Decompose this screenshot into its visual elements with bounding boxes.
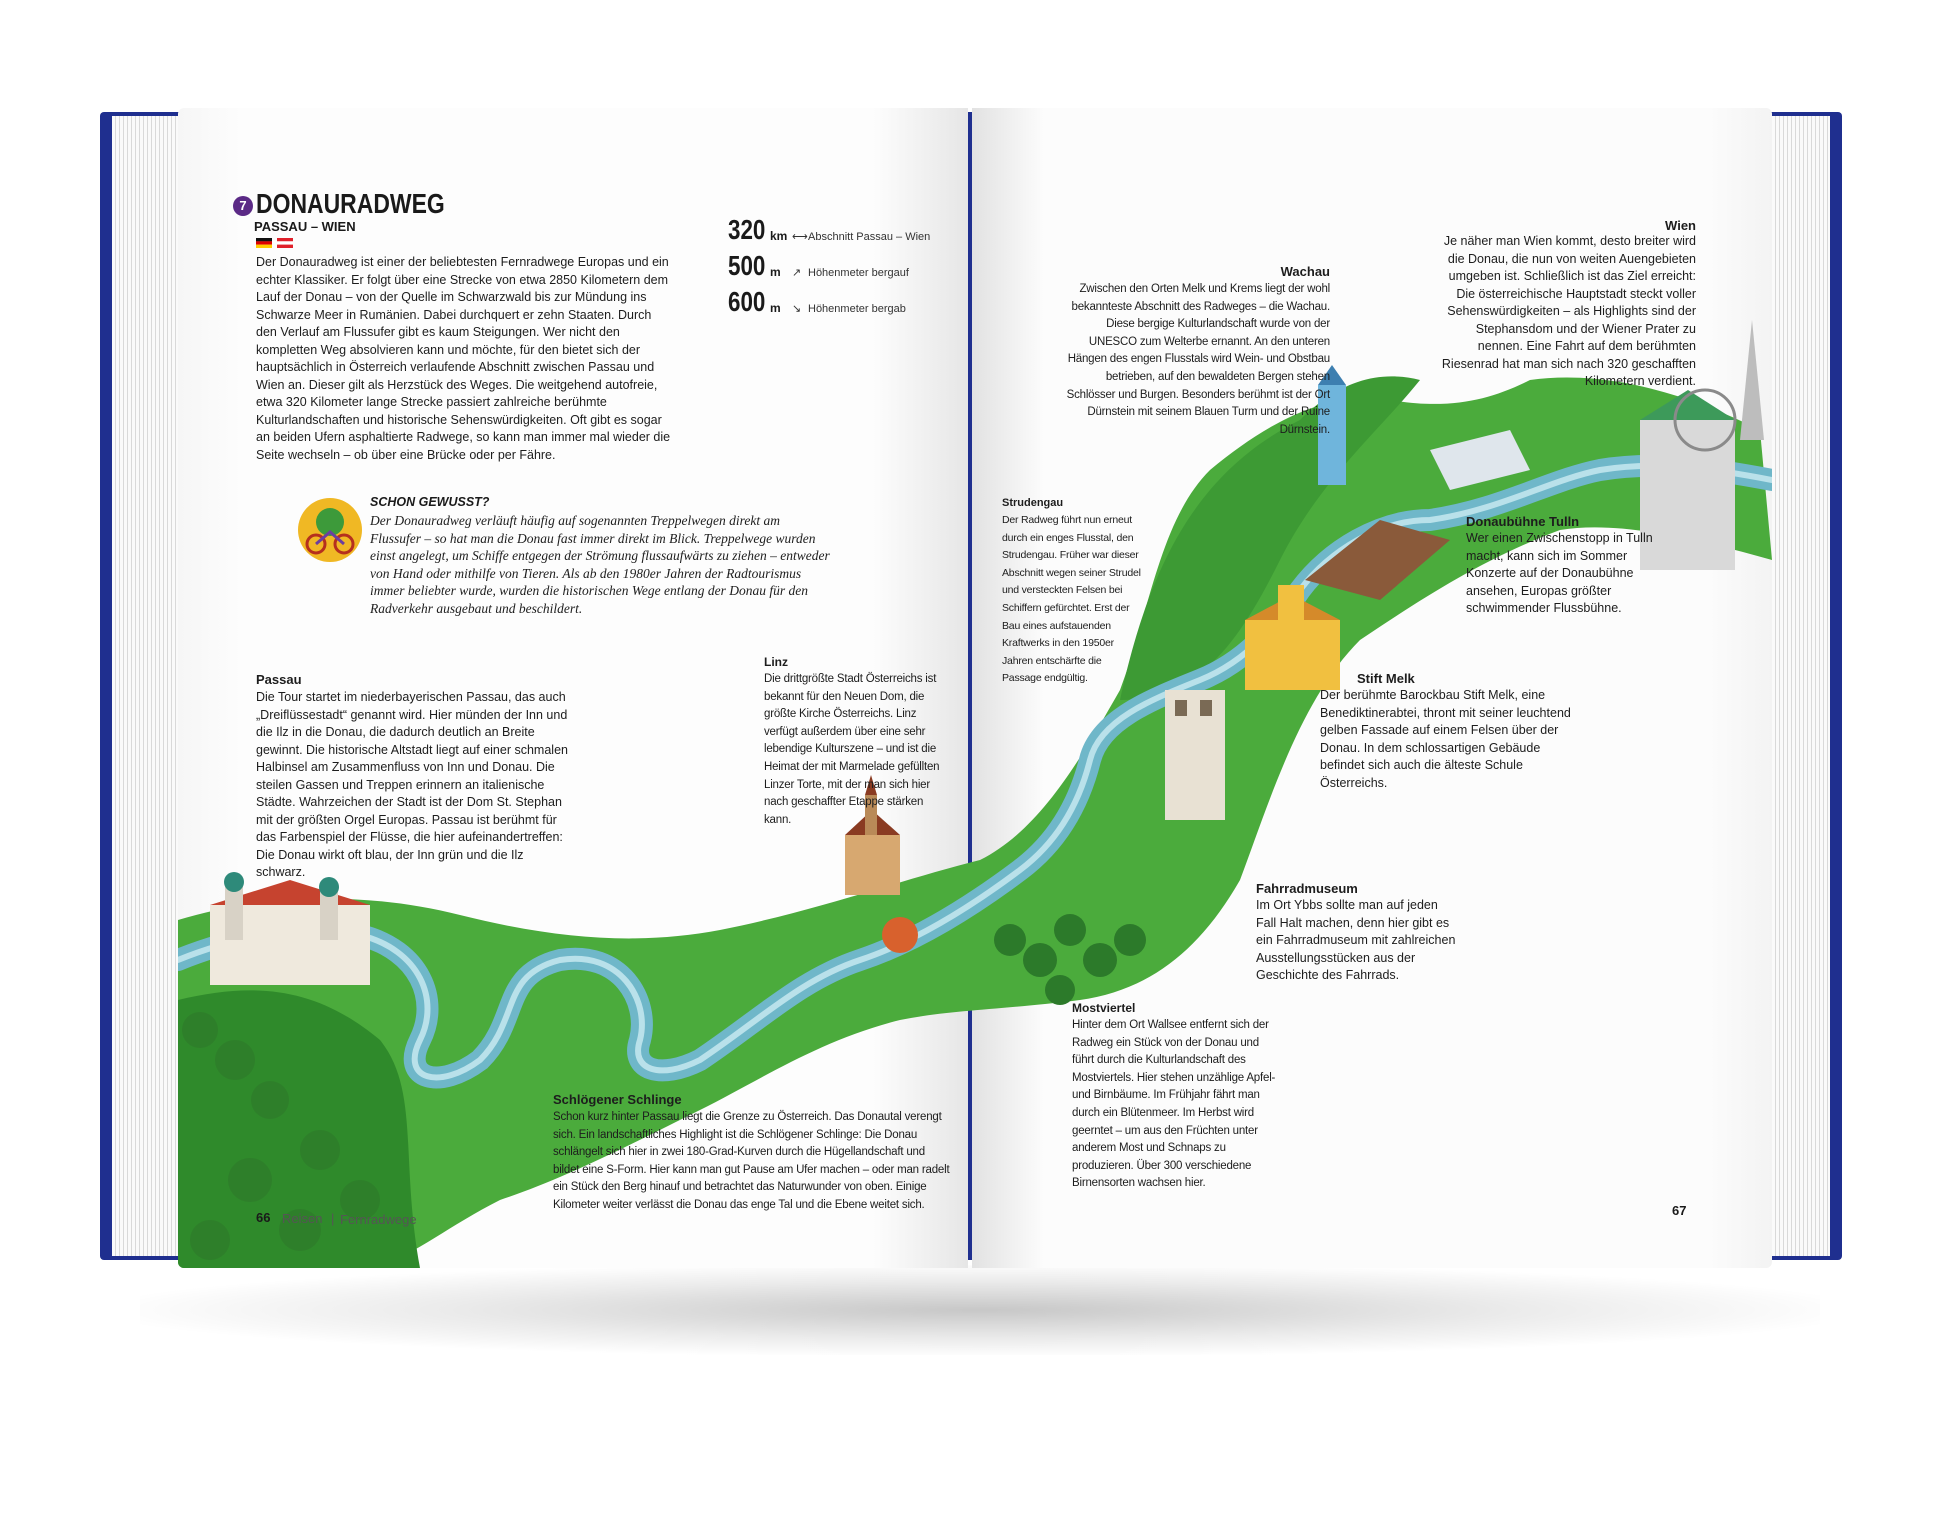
wachau-text: Zwischen den Orten Melk und Krems liegt der wohl bekannteste Abschnitt des Radweges – die Wachau. Diese bergige Kulturlandschaft wurde von der UNESCO zum Welterbe ernannt. An den unteren Hängen des engen Flusstals wird Wein- und Obstbau betrieben, auf den bewaldeten Bergen stehen Schlösser und Burgen. Besonders berühmt ist der Ort Dürnstein mit seinem Blauen Turm und der Ruine Dürnstein. <box>1066 283 1330 436</box>
wien-text: Je näher man Wien kommt, desto breiter wird die Donau, die nun von weiten Auengebieten umgeben ist. Schließlich ist das Ziel erreicht: Die österreichische Hauptstadt steckt voller Sehenswürdigkeiten – als Highlights sind der Stephansdom und der Wiener Prater zu nennen. Eine Fahrt auf dem berühmten Riesenrad hat man sich nach 320 geschafften Kilometern verdient. <box>1441 234 1696 388</box>
footer-subsection: Fernradwege <box>340 1212 417 1227</box>
strudengau-heading: Strudengau <box>1002 497 1064 509</box>
wachau-heading: Wachau <box>1280 264 1330 279</box>
footer-section: Reisen <box>282 1211 323 1226</box>
wien-heading: Wien <box>1665 218 1696 233</box>
stat-ascent-label: Höhenmeter bergauf <box>808 267 909 279</box>
page-title: DONAURADWEG <box>256 188 445 219</box>
stift-melk <box>1245 620 1340 690</box>
melk-text: Der berühmte Barockbau Stift Melk, eine Benediktinerabtei, thront mit seiner leuchtend gelben Fassade auf einem Felsen über der Donau. In dem schlossartigen Gebäude befindet sich auch die älteste Schule Österreichs. <box>1320 688 1571 790</box>
melk-heading: Stift Melk <box>1357 671 1415 686</box>
linz-text: Die drittgrößte Stadt Österreichs ist bekannt für den Neuen Dom, die größte Kirche Österreichs. Linz verfügt außerdem über eine sehr lebendige Kulturszene – und ist die Heimat der mit Marmelade gefüllten Linzer Torte, mit der man sich hier nach geschaffter Etappe stärken kann. <box>764 673 940 826</box>
stat-descent-value: 600 <box>728 286 766 317</box>
fact-body: Der Donauradweg verläuft häufig auf sogenannten Treppelwegen direkt am Flussufer – so hat man die Donau fast immer direkt im Blick. Treppelwege wurden einst angelegt, um Schiffe entgegen der Strömung flussaufwärts zu ziehen – entweder von Hand oder mithilfe von Tieren. Als ab den 1980er Jahren der Radtourismus immer beliebter wurde, wurden die historischen Wege entlang der Donau für den Radverkehr ausgebaut und beschildert. <box>370 513 830 616</box>
linz-heading: Linz <box>764 655 788 669</box>
linz-church <box>845 835 900 895</box>
tour-number-badge: 7 <box>233 196 253 216</box>
distance-icon: ⟷ <box>792 231 808 243</box>
linzer-torte <box>882 917 918 953</box>
most-text: Hinter dem Ort Wallsee entfernt sich der Radweg ein Stück von der Donau und führt durch die Kulturlandschaft des Mostviertels. Hier stehen unzählige Apfel- und Birnbäume. Im Frühjahr fährt man durch ein Blütenmeer. Im Herbst wird geerntet – um aus den Früchten unter anderem Most und Schnaps zu produzieren. Über 300 verschiedene Birnensorten wachsen hier. <box>1072 1019 1276 1190</box>
schloegen-heading: Schlögener Schlinge <box>553 1092 682 1107</box>
stat-descent-unit: m <box>770 301 781 315</box>
descent-icon: ↘ <box>792 303 802 315</box>
passau-heading: Passau <box>256 672 302 687</box>
tulln-heading: Donaubühne Tulln <box>1466 514 1580 529</box>
passau-text: Die Tour startet im niederbayerischen Passau, das auch „Dreiflüssestadt“ genannt wird. Hier münden der Inn und die Ilz in die Donau, die dadurch deutlich an Breite gewinnt. Die historische Altstadt liegt auf einer schmalen Halbinsel am Zusammenfluss von Inn und Donau. Die steilen Gassen und Treppen erinnern an italienische Städte. Wahrzeichen der Stadt ist der Dom St. Stephan mit der größten Orgel Europas. Passau ist berühmt für das Farbenspiel der Flüsse, die hier aufeinandertreffen: Die Donau wirkt oft blau, der Inn grün und die Ilz schwarz. <box>256 690 568 879</box>
germany-flag-icon <box>256 238 272 248</box>
footer-divider: | <box>331 1211 335 1226</box>
tower <box>1165 690 1225 820</box>
cyclist-badge-icon <box>296 496 364 564</box>
stat-ascent-value: 500 <box>728 250 766 281</box>
stat-distance-value: 320 <box>728 214 766 245</box>
page-number-left: 66 <box>256 1210 271 1225</box>
stat-distance-unit: km <box>770 229 788 243</box>
stat-distance-label: Abschnitt Passau – Wien <box>808 231 931 243</box>
intro-text: Der Donauradweg ist einer der beliebtesten Fernradwege Europas und ein echter Klassiker. Er folgt über eine Strecke von etwa 2850 Kilometern dem Lauf der Donau – von der Quelle im Schwarzwald bis zur Mündung ins Schwarze Meer in Rumänien. Dabei durchquert er zehn Staaten. Durch den Verlauf am Flussufer gibt es kaum Steigungen. Wer nicht den kompletten Weg absolvieren kann und möchte, für den bietet sich der hauptsächlich in Österreich verlaufende Abschnitt zwischen Passau und Wien an. Dieser gilt als Herzstück des Weges. Die weitgehend autofreie, etwa 320 Kilometer lange Strecke passiert zahlreiche berühmte Kulturlandschaften und historische Sehenswürdigkeiten. Oft gibt es sogar an beiden Ufern asphaltierte Radwege, so kann man immer mal wieder die Seite wechseln – ob über eine Brücke oder per Fähre. <box>256 255 671 462</box>
page-number-right: 67 <box>1672 1203 1687 1218</box>
schloegen-text: Schon kurz hinter Passau liegt die Grenze zu Österreich. Das Donautal verengt sich. Ein landschaftliches Highlight ist die Schlögener Schlinge: Die Donau schlängelt sich hier in zwei 180-Grad-Kurven durch die Hügellandschaft und bildet eine S-Form. Hier kann man gut Pause am Ufer machen – oder man radelt ein Stück den Berg hinauf und betrachtet das Naturwunder von oben. Einige Kilometer weiter verlässt die Donau das enge Tal und die Ebene weitet sich. <box>553 1111 950 1211</box>
austria-flag-icon <box>277 238 293 248</box>
fact-heading: SCHON GEWUSST? <box>370 495 490 509</box>
fahrrad-text: Im Ort Ybbs sollte man auf jeden Fall Halt machen, denn hier gibt es ein Fahrradmuseum mit zahlreichen Ausstellungsstücken aus der Geschichte des Fahrrads. <box>1256 898 1456 982</box>
most-heading: Mostviertel <box>1072 1001 1136 1015</box>
fahrrad-heading: Fahrradmuseum <box>1256 881 1358 896</box>
strudengau-text: Der Radweg führt nun erneut durch ein enges Flusstal, den Strudengau. Früher war dieser Abschnitt wegen seiner Strudel und versteckten Felsen bei Schiffern gefürchtet. Erst der Bau eines aufstauenden Kraftwerks in den 1950er Jahren entschärfte die Passage endgültig. <box>1002 514 1141 685</box>
stat-descent-label: Höhenmeter bergab <box>808 303 906 315</box>
tulln-text: Wer einen Zwischenstopp in Tulln macht, kann sich im Sommer Konzerte auf der Donaubühne ansehen, Europas größter schwimmender Flussbühne. <box>1466 531 1653 615</box>
page-subtitle: PASSAU – WIEN <box>254 219 356 234</box>
ascent-icon: ↗ <box>792 267 802 279</box>
stat-ascent-unit: m <box>770 265 781 279</box>
